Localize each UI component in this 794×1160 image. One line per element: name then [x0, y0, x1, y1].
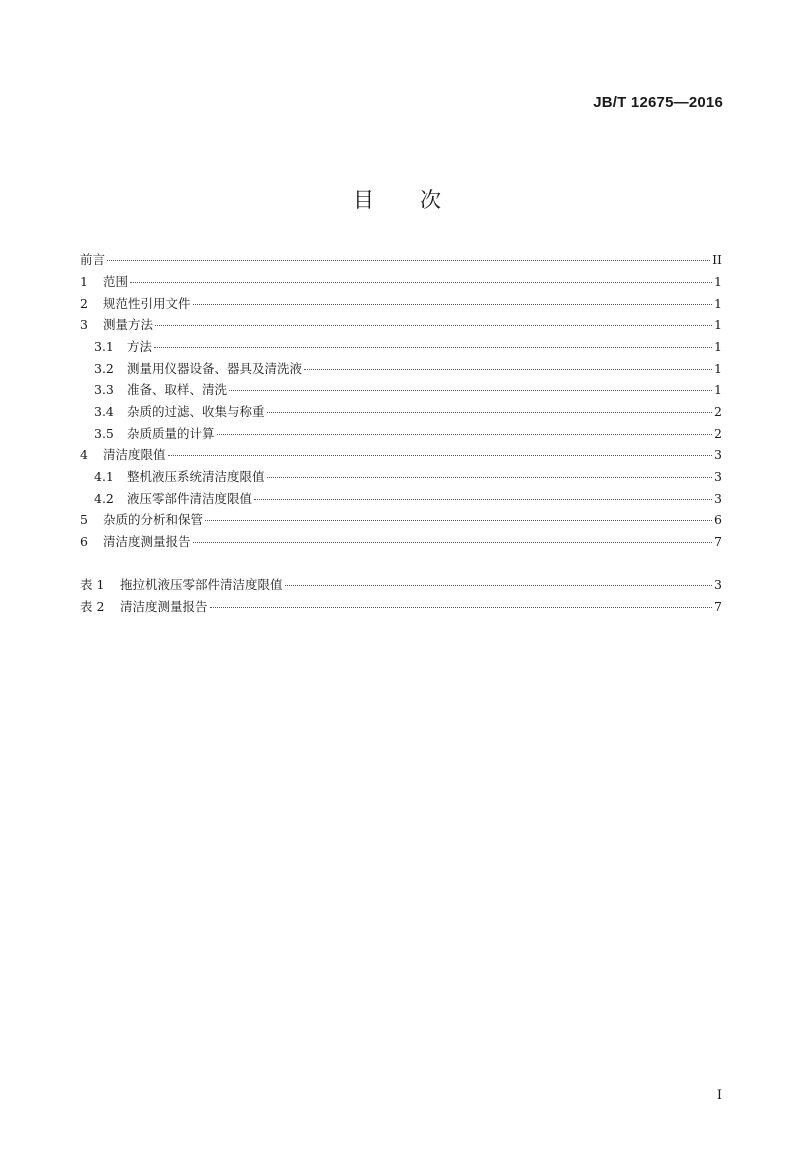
dot-leader	[210, 607, 713, 608]
dot-leader	[229, 390, 712, 391]
toc-entry-number: 3	[80, 317, 88, 332]
toc-entry-page: 1	[714, 317, 722, 332]
toc-entry-4-2[interactable]	[94, 489, 722, 509]
toc-entry-label: 液压零部件清洁度限值	[127, 491, 253, 506]
toc-table-entry-1[interactable]	[80, 575, 722, 595]
dot-leader	[254, 499, 712, 500]
toc-entry-number: 4.1	[94, 469, 114, 484]
toc-entry-number: 3.1	[94, 339, 114, 354]
toc-entry-4[interactable]	[80, 445, 722, 465]
toc-entry-page: 6	[714, 512, 722, 527]
dot-leader	[267, 477, 713, 478]
toc-table-number: 表 1	[80, 577, 105, 592]
toc-entry-number: 3.2	[94, 361, 114, 376]
toc-entry-page: 7	[714, 534, 722, 549]
toc-entry-label: 准备、取样、清洗	[127, 382, 228, 397]
toc-entry-page: 3	[714, 491, 722, 506]
toc-entry-page: 1	[714, 361, 722, 376]
toc-table-page: 3	[714, 577, 722, 592]
toc-entry-number: 1	[80, 274, 88, 289]
toc-entry-page: II	[712, 252, 722, 267]
toc-entry-number: 4.2	[94, 491, 114, 506]
toc-entry-label: 杂质的过滤、收集与称重	[127, 404, 265, 419]
dot-leader	[154, 347, 712, 348]
page-number: I	[716, 1088, 722, 1103]
toc-entry-label: 测量方法	[103, 317, 154, 332]
toc-title-char-2: 次	[420, 188, 441, 212]
toc-entry-label: 规范性引用文件	[103, 296, 191, 311]
toc-entry-1[interactable]	[80, 272, 722, 292]
dot-leader	[267, 412, 713, 413]
toc-entry-page: 1	[714, 296, 722, 311]
toc-entry-page: 3	[714, 447, 722, 462]
toc-entry-number: 4	[80, 447, 88, 462]
toc-entry-4-1[interactable]	[94, 467, 722, 487]
toc-entry-3-2[interactable]	[94, 359, 722, 379]
toc-entry-5[interactable]	[80, 510, 722, 530]
toc-table-label: 拖拉机液压零部件清洁度限值	[120, 577, 283, 592]
toc-entry-page: 2	[714, 404, 722, 419]
dot-leader	[205, 520, 712, 521]
toc-entry-label: 杂质质量的计算	[127, 426, 215, 441]
dot-leader	[217, 434, 713, 435]
toc-entry-label: 测量用仪器设备、器具及清洗液	[127, 361, 303, 376]
toc-entry-3-3[interactable]	[94, 380, 722, 400]
toc-table-label: 清洁度测量报告	[120, 599, 208, 614]
toc-entry-number: 2	[80, 296, 88, 311]
toc-entry-label: 方法	[127, 339, 153, 354]
toc-entry-foreword[interactable]	[80, 250, 722, 270]
dot-leader	[107, 260, 710, 261]
dot-leader	[193, 542, 713, 543]
toc-entry-6[interactable]	[80, 532, 722, 552]
dot-leader	[285, 585, 713, 586]
toc-title	[0, 184, 794, 214]
toc-entry-label: 整机液压系统清洁度限值	[127, 469, 265, 484]
toc-entry-number: 3.5	[94, 426, 114, 441]
toc-title-char-1: 目	[353, 188, 374, 212]
toc-entry-page: 1	[714, 339, 722, 354]
toc-table-entry-2[interactable]	[80, 597, 722, 617]
toc-entry-number: 6	[80, 534, 88, 549]
toc-entry-label: 前言	[80, 252, 106, 267]
dot-leader	[155, 325, 712, 326]
toc-entry-page: 2	[714, 426, 722, 441]
toc-entry-page: 1	[714, 274, 722, 289]
toc-entry-3-1[interactable]	[94, 337, 722, 357]
dot-leader	[304, 369, 712, 370]
toc-entry-page: 1	[714, 382, 722, 397]
toc-table-number: 表 2	[80, 599, 105, 614]
dot-leader	[193, 304, 713, 305]
toc-entry-3-4[interactable]	[94, 402, 722, 422]
toc-table-page: 7	[714, 599, 722, 614]
toc-entry-label: 清洁度测量报告	[103, 534, 191, 549]
dot-leader	[168, 455, 713, 456]
toc-entry-number: 5	[80, 512, 88, 527]
toc-entry-number: 3.4	[94, 404, 114, 419]
toc-entry-label: 清洁度限值	[103, 447, 166, 462]
toc-entry-3[interactable]	[80, 315, 722, 335]
toc-entry-page: 3	[714, 469, 722, 484]
toc-entry-number: 3.3	[94, 382, 114, 397]
toc-entry-2[interactable]	[80, 294, 722, 314]
toc-entry-label: 范围	[103, 274, 129, 289]
toc-entry-label: 杂质的分析和保管	[103, 512, 204, 527]
dot-leader	[130, 282, 712, 283]
toc-entry-3-5[interactable]	[94, 424, 722, 444]
standard-code: JB/T 12675—2016	[593, 94, 723, 111]
